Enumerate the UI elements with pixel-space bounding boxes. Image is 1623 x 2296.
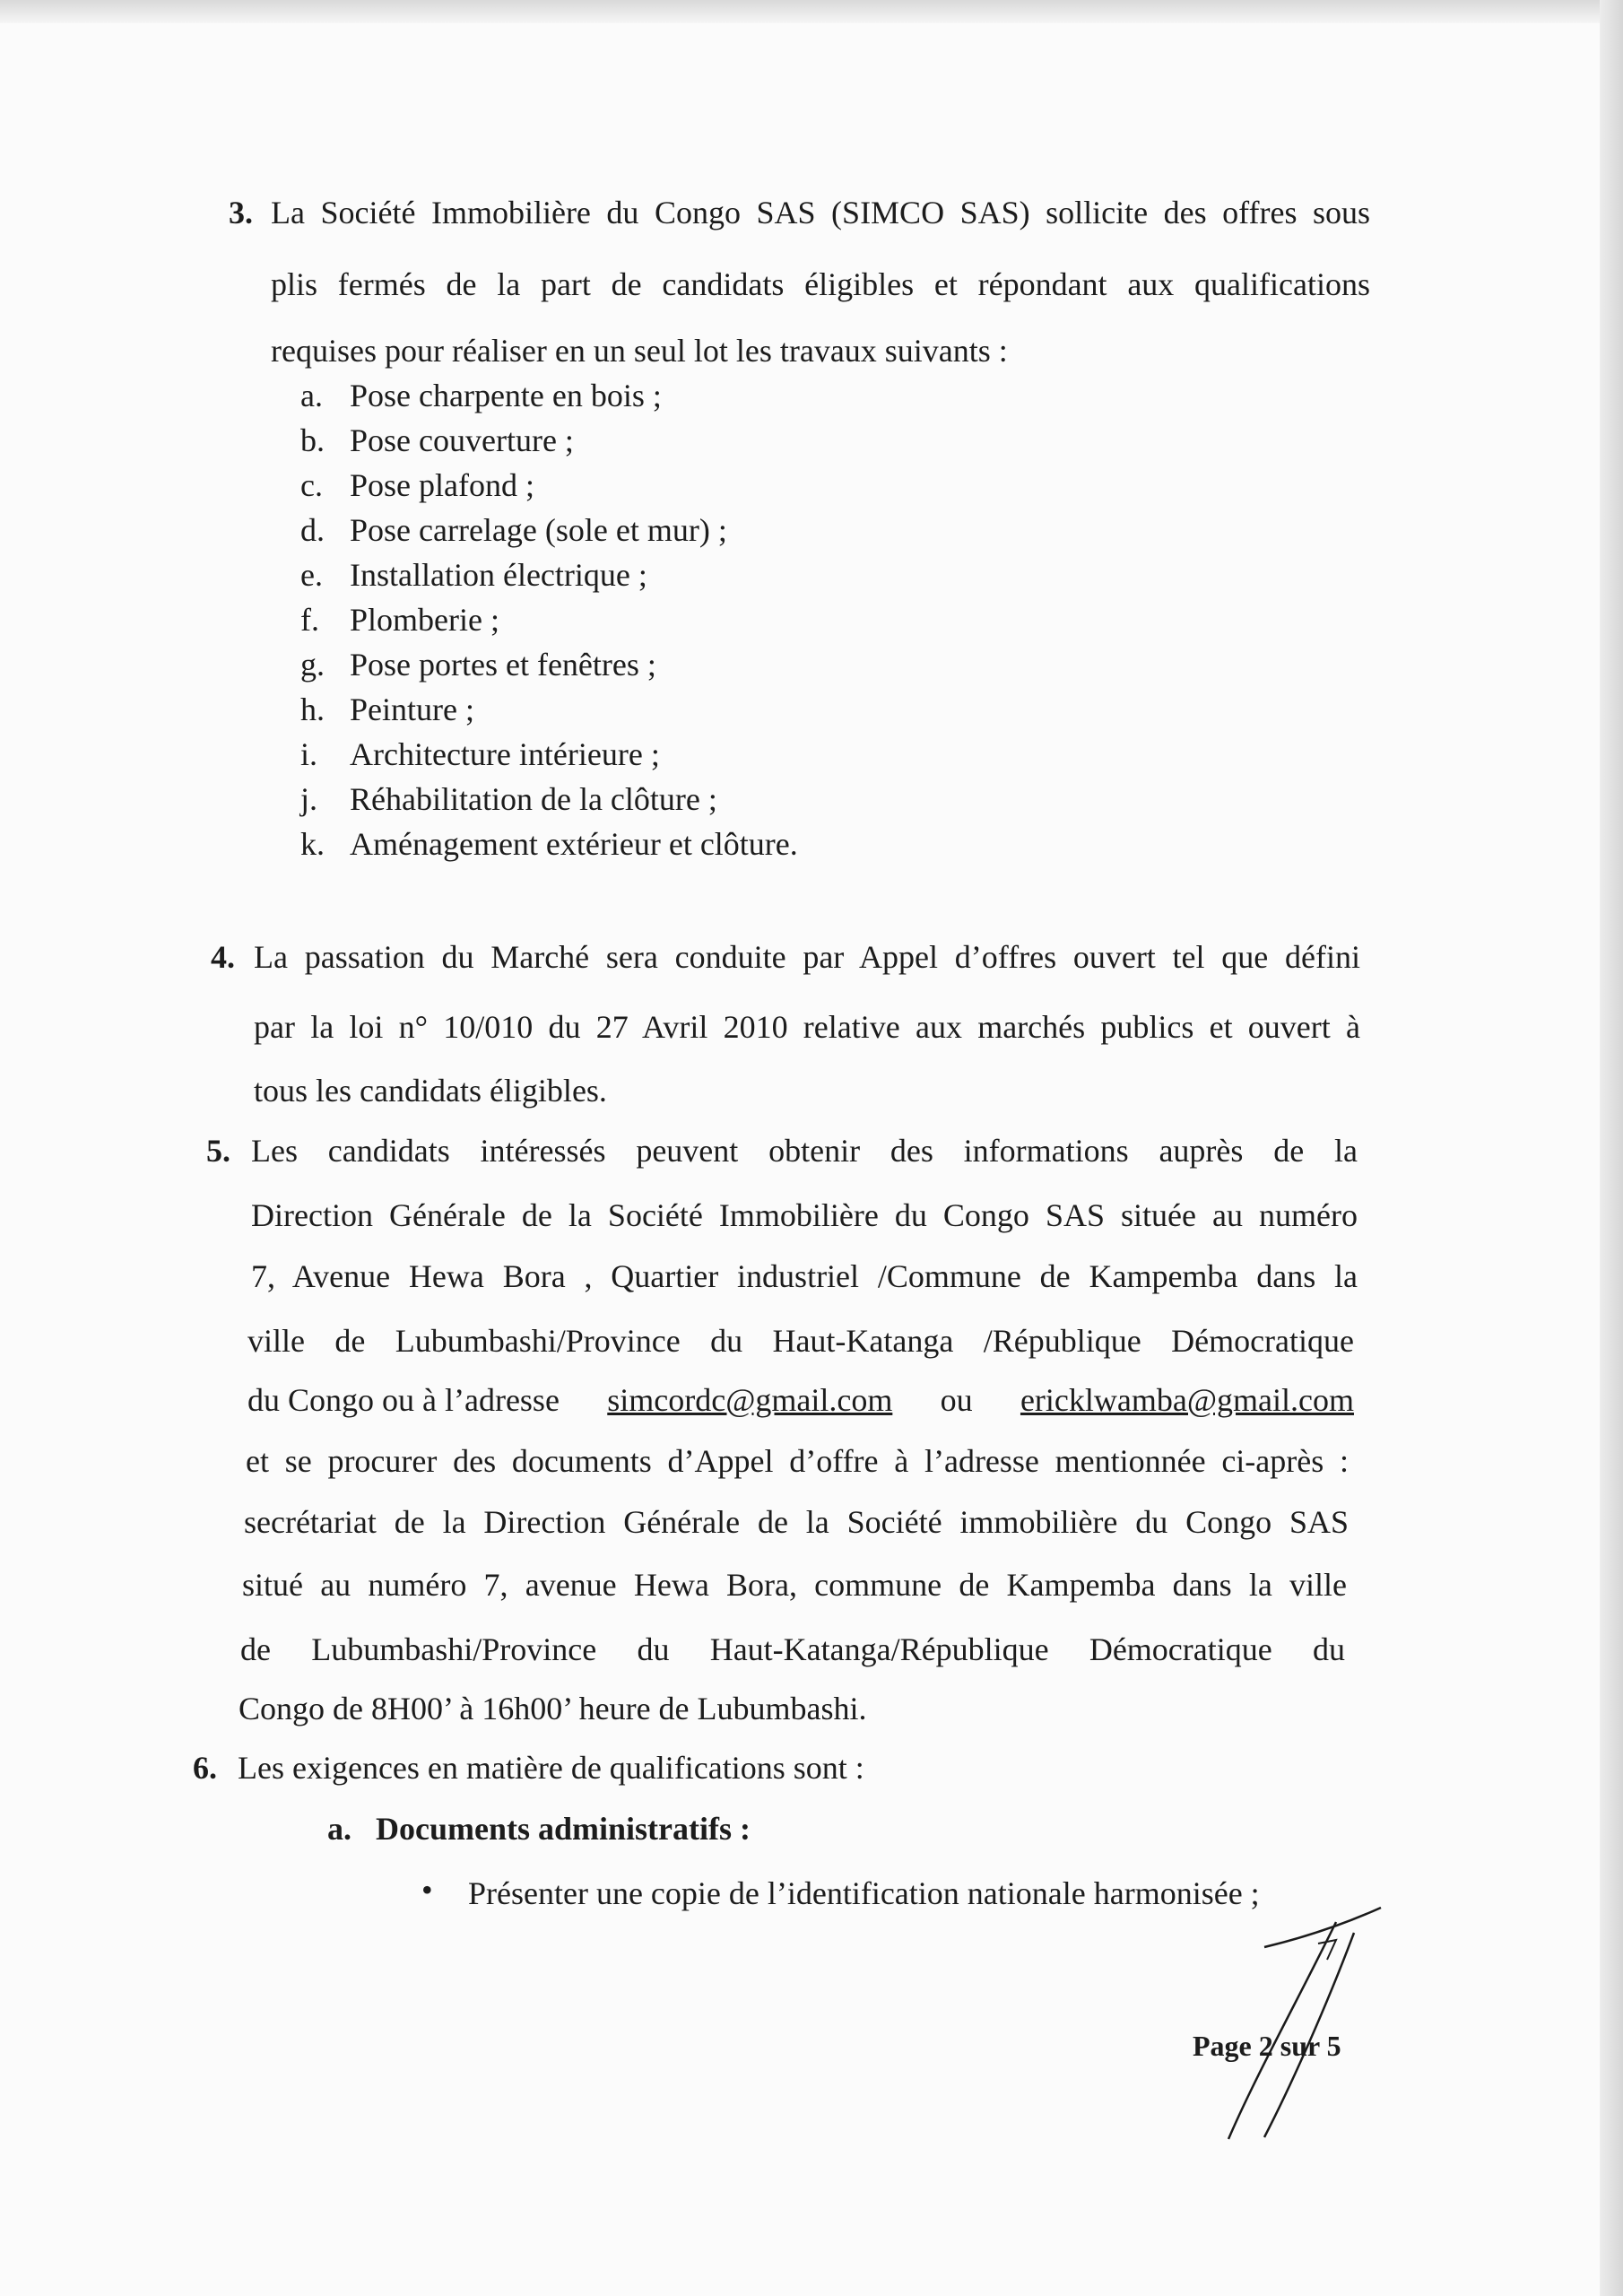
- section-5-line-5: du Congo ou à l’adresse simcordc@gmail.com ou ericklwamba@gmail.com: [247, 1381, 1354, 1420]
- section-5-line-1: Les candidats intéressés peuvent obtenir des informations auprès de la: [251, 1133, 1358, 1169]
- bullet-icon: •: [421, 1872, 433, 1908]
- list-item: f. Plomberie ;: [300, 602, 499, 638]
- section-3-line-2: plis fermés de la part de candidats éligibles et répondant aux qualifications: [271, 266, 1370, 302]
- list-item: k. Aménagement extérieur et clôture.: [300, 826, 798, 862]
- list-item: c. Pose plafond ;: [300, 467, 534, 503]
- section-4-number: 4.: [211, 939, 235, 975]
- section-5-line-4: ville de Lubumbashi/Province du Haut-Katanga /République Démocratique: [247, 1323, 1354, 1359]
- section-5-line-9: de Lubumbashi/Province du Haut-Katanga/République Démocratique du: [240, 1631, 1345, 1667]
- section-6-number: 6.: [193, 1750, 217, 1786]
- list-item: a. Pose charpente en bois ;: [300, 378, 662, 413]
- section-6-intro: Les exigences en matière de qualifications sont :: [238, 1750, 864, 1786]
- section-4-line-2: par la loi n° 10/010 du 27 Avril 2010 relative aux marchés publics et ouvert à: [254, 1009, 1360, 1045]
- section-6-sub-heading: a. Documents administratifs :: [327, 1811, 751, 1847]
- list-item: j. Réhabilitation de la clôture ;: [300, 781, 717, 817]
- section-3-line-3: requises pour réaliser en un seul lot les travaux suivants :: [271, 333, 1008, 369]
- section-3-line-1: La Société Immobilière du Congo SAS (SIMCO SAS) sollicite des offres sous: [271, 195, 1370, 230]
- section-5-line-7: secrétariat de la Direction Générale de la Société immobilière du Congo SAS: [244, 1504, 1349, 1540]
- section-5-line-3: 7, Avenue Hewa Bora , Quartier industriel /Commune de Kampemba dans la: [251, 1258, 1358, 1294]
- section-5-number: 5.: [206, 1133, 230, 1169]
- section-6-bullet-text: Présenter une copie de l’identification nationale harmonisée ;: [468, 1875, 1260, 1911]
- list-item: e. Installation électrique ;: [300, 557, 647, 593]
- section-5-line-2: Direction Générale de la Société Immobilière du Congo SAS située au numéro: [251, 1197, 1358, 1233]
- section-4-line-3: tous les candidats éligibles.: [254, 1073, 607, 1109]
- section-5-line-8: situé au numéro 7, avenue Hewa Bora, commune de Kampemba dans la ville: [242, 1567, 1347, 1603]
- section-3-number: 3.: [229, 195, 253, 230]
- section-4-line-1: La passation du Marché sera conduite par Appel d’offres ouvert tel que défini: [254, 939, 1360, 975]
- signature-icon: [1202, 1897, 1453, 2148]
- section-5-line-6: et se procurer des documents d’Appel d’offre à l’adresse mentionnée ci-après :: [246, 1443, 1349, 1479]
- email-link-simco[interactable]: simcordc@gmail.com: [607, 1382, 893, 1418]
- list-item: i. Architecture intérieure ;: [300, 736, 660, 772]
- page-number: Page 2 sur 5: [1193, 2030, 1341, 2062]
- list-item: h. Peinture ;: [300, 691, 474, 727]
- list-item: b. Pose couverture ;: [300, 422, 574, 458]
- list-item: g. Pose portes et fenêtres ;: [300, 647, 656, 683]
- section-5-line-10: Congo de 8H00’ à 16h00’ heure de Lubumbashi.: [239, 1691, 867, 1726]
- email-link-erick[interactable]: ericklwamba@gmail.com: [1020, 1382, 1354, 1418]
- list-item: d. Pose carrelage (sole et mur) ;: [300, 512, 727, 548]
